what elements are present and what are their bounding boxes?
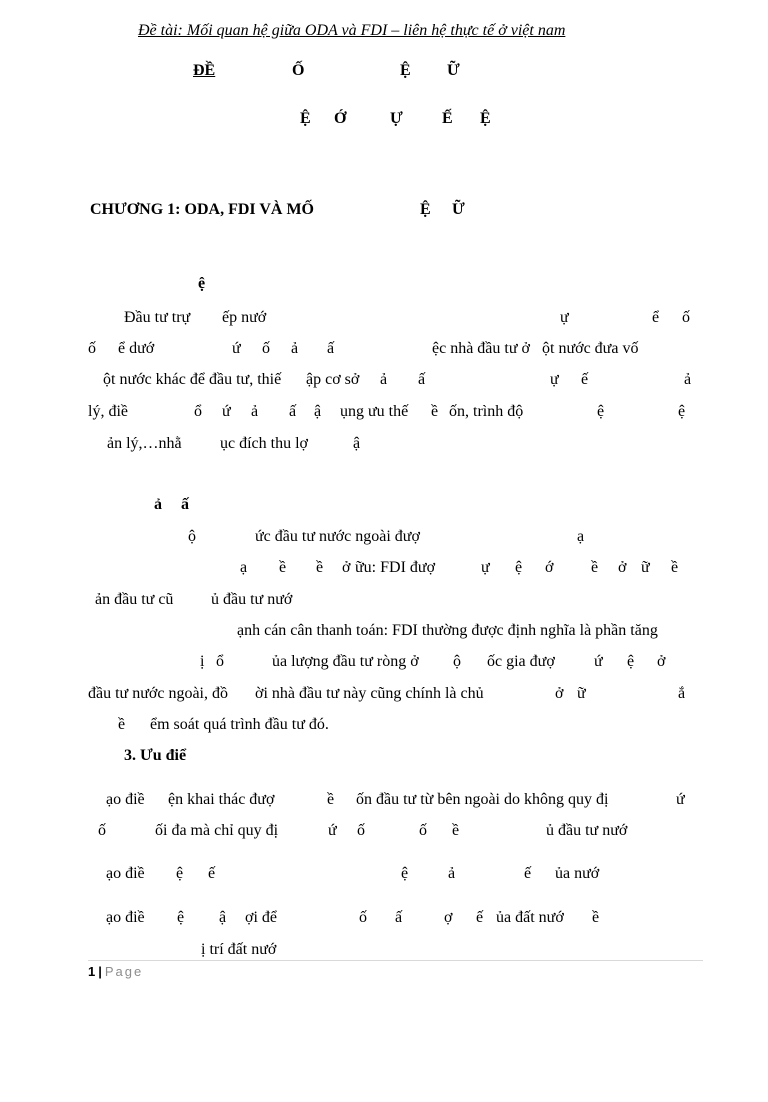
text-fragment: ề [452,822,460,839]
chapter-fragment: Ữ [452,201,465,218]
page-number: 1 [88,964,96,979]
text-fragment: ệ [597,403,605,420]
text-fragment: ắ [678,685,686,702]
text-fragment: ốn, trình độ [449,403,524,420]
text-fragment: ể dướ [118,340,155,357]
document-header: Đề tài: Mối quan hệ giữa ODA và FDI – liên hệ thực tế ở việt nam [138,22,566,39]
text-fragment: ố [357,822,365,839]
section-heading-advantages: 3. Ưu điể [124,747,187,764]
text-fragment: ạo điề [106,909,145,926]
text-fragment: ậ [219,909,227,926]
text-fragment: ế [476,909,484,926]
text-fragment: ủ đầu tư nướ [211,591,293,608]
title-fragment: Ố [292,62,305,79]
text-fragment: ế [581,371,589,388]
chapter-heading [0,201,465,266]
text-fragment: ấ [327,340,335,357]
text-fragment: ủa đất nướ [496,909,564,926]
text-fragment: ấ [289,403,297,420]
chapter-fragment: Ệ [420,201,431,218]
text-fragment: ủ đầu tư nướ [546,822,628,839]
text-fragment: ộ [453,653,461,670]
text-fragment: ứ [676,791,685,808]
text-fragment: ạ [240,559,248,576]
title-fragment: ĐỀ [193,62,216,79]
text-fragment: ố [262,340,270,357]
text-fragment: ạo điề [106,791,145,808]
text-fragment: ấ [418,371,426,388]
text-fragment: ệ [177,909,185,926]
text-fragment: ở [342,559,351,576]
text-fragment: ữ [577,685,586,702]
text-fragment: ệc nhà đầu tư ở [432,340,530,357]
text-fragment: ề [316,559,324,576]
text-fragment: ự [481,559,490,576]
text-fragment: ữu: FDI đượ [355,559,436,576]
text-fragment: ệ [678,403,686,420]
text-fragment: ị [200,653,205,670]
title-fragment: Ế [442,110,453,127]
text-fragment: ệ [401,865,409,882]
text-fragment: ủa lượng đầu tư ròng ở [272,653,419,670]
text-fragment: ị trí đất nướ [201,941,277,958]
text-fragment: ề [431,403,439,420]
text-fragment: ế [524,865,532,882]
text-fragment: ứ [222,403,231,420]
text-fragment: ấ [181,496,189,513]
text-fragment: ện khai thác đượ [168,791,275,808]
text-fragment: ớ [545,559,554,576]
text-fragment: Đầu tư trự [124,309,191,326]
text-fragment: ụng ưu thế [340,403,409,420]
text-fragment: ạnh cán cân thanh toán: FDI thường được định nghĩa là phần tăng [237,622,658,639]
text-fragment: ả [380,371,388,388]
text-fragment: ối đa mà chỉ quy đị [155,822,279,839]
text-fragment: ột nước đưa vố [542,340,639,357]
text-fragment: ản lý,…nhằ [107,435,182,452]
text-fragment: ậ [314,403,322,420]
text-fragment: ề [591,559,599,576]
text-fragment: ế [208,865,216,882]
text-fragment: ố [98,822,106,839]
text-fragment: ổ [216,653,224,670]
text-fragment: ả [448,865,456,882]
text-fragment: ản đầu tư cũ [95,591,174,608]
text-fragment: ể [652,309,660,326]
text-fragment: đầu tư nước ngoài, đồ [88,685,228,702]
title-fragment: Ự [390,110,403,127]
text-fragment: lý, điề [88,403,128,420]
text-fragment: ểm soát quá trình đầu tư đó. [150,716,329,733]
text-fragment: ức đầu tư nước ngoài đượ [255,528,420,545]
text-fragment: ố [88,340,96,357]
text-fragment: ậ [353,435,361,452]
text-fragment: ứ [328,822,337,839]
text-fragment: ự [560,309,569,326]
text-fragment: ố [419,822,427,839]
title-fragment: Ữ [447,62,460,79]
chapter-fragment: CHƯƠNG 1: ODA, FDI VÀ MỐ [90,201,314,218]
text-fragment: ạ [577,528,585,545]
text-fragment: ộ [188,528,196,545]
text-fragment: ợi để [245,909,278,926]
text-fragment: ố [359,909,367,926]
title-fragment: Ệ [400,62,411,79]
text-fragment: ở [618,559,627,576]
text-fragment: ả [251,403,259,420]
text-fragment: ề [671,559,679,576]
text-fragment: ốn đầu tư từ bên ngoài do không quy đị [356,791,609,808]
text-fragment: ủa nướ [555,865,600,882]
text-fragment: ứ [594,653,603,670]
text-fragment: ề [279,559,287,576]
text-fragment: ề [118,716,126,733]
text-fragment: ở [657,653,666,670]
title-fragment: Ớ [334,110,347,127]
footer-separator: | [98,964,102,979]
text-fragment: ập cơ sở [306,371,360,388]
text-fragment: ốc gia đượ [487,653,555,670]
text-fragment: ợ [444,909,453,926]
text-fragment: ục đích thu lợ [220,435,308,452]
text-fragment: ả [291,340,299,357]
text-fragment: ề [327,791,335,808]
text-fragment: ự [550,371,559,388]
text-fragment: ột nước khác để đầu tư, thiế [103,371,282,388]
page-footer [88,964,143,979]
text-fragment: ệ [515,559,523,576]
text-fragment: ứ [232,340,241,357]
section-marker: ệ [198,275,206,292]
text-fragment: ữ [641,559,650,576]
text-fragment: ố [682,309,690,326]
text-fragment: ả [684,371,692,388]
text-fragment: ạo điề [106,865,145,882]
text-fragment: ệ [627,653,635,670]
text-fragment: ời nhà đầu tư này cũng chính là chủ [255,685,484,702]
title-fragment: Ệ [480,110,491,127]
page-label: Page [104,964,144,979]
text-fragment: ếp nướ [222,309,267,326]
title-fragment: Ệ [300,110,311,127]
text-fragment: ề [592,909,600,926]
footer-divider [88,960,703,961]
text-fragment: ấ [395,909,403,926]
text-fragment: ệ [176,865,184,882]
text-fragment: ả [154,496,162,513]
text-fragment: ổ [194,403,202,420]
text-fragment: ở [555,685,564,702]
